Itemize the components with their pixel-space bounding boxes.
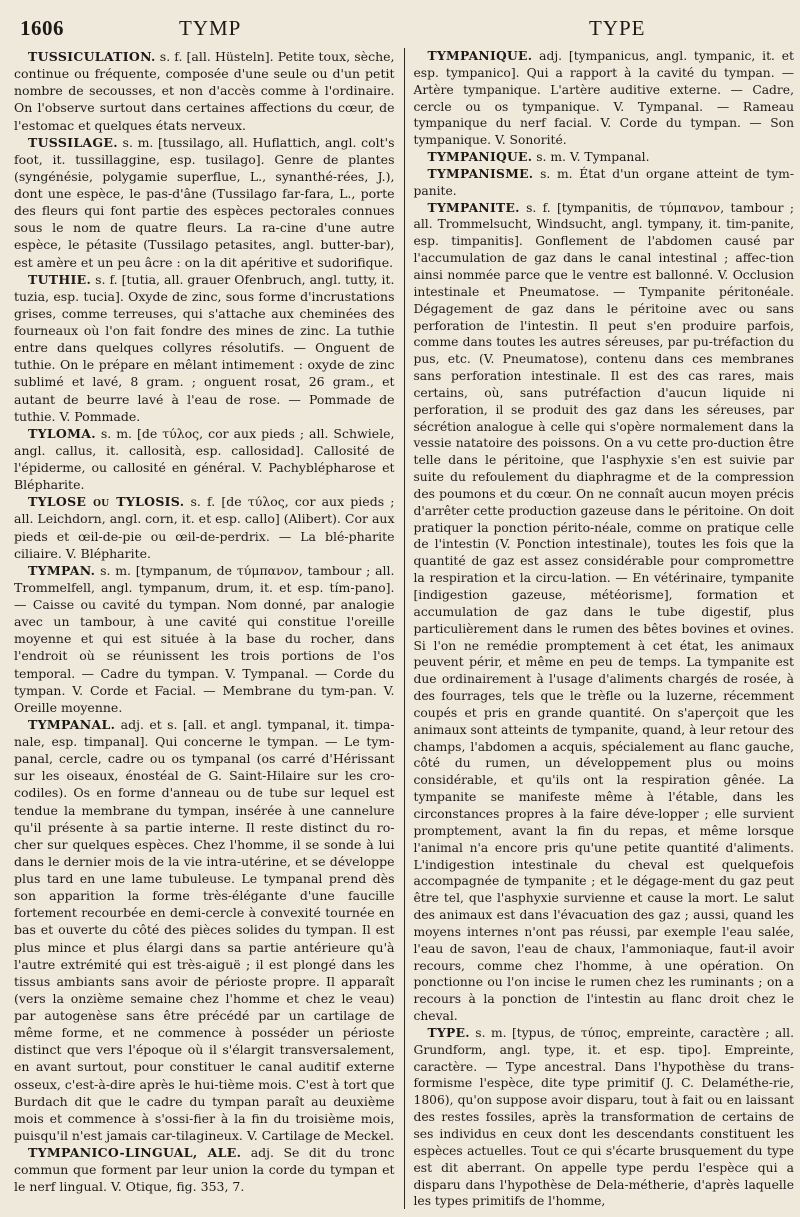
entry-definition: s. m. [de τύλος, cor aux pieds ; all. Schwiele, angl. callus, it. callosità, esp. callosidad]. Callosité de l'épiderme, ou callosité en général. V. Pachyblépharose et Blépharite. <box>14 425 395 493</box>
dictionary-entry <box>414 166 795 200</box>
entry-headword: TUSSILAGE. <box>28 134 118 150</box>
entry-definition: adj. Se dit du tronc commun que forment par leur union la corde du tympan et le nerf lingual. V. Otique, fig. 353, 7. <box>14 1145 395 1195</box>
running-head-left: TYMP <box>179 16 242 40</box>
entry-definition: s. m. [tympanum, de τύμπανον, tambour ; all. Trommelfell, angl. tympanum, drum, it. et esp. tím-pano]. — Caisse ou cavité du tympan. Nom donné, par analogie avec un tambour, à une cavité qui constitue l'oreille moyenne et qui est située à la base du rocher, dans l'endroit où se réunissent les trois portions de l'os temporal. — Cadre du tympan. V. Tympanal. — Corde du tympan. V. Corde et Facial. — Membrane du tym-pan. V. Oreille moyenne. <box>14 562 395 715</box>
entry-headword: TUSSICULATION. <box>28 49 156 64</box>
dictionary-entry <box>414 200 795 1025</box>
dictionary-entry <box>14 716 395 1144</box>
dictionary-entry <box>14 48 395 134</box>
entry-headword: TUTHIE. <box>28 271 92 287</box>
running-head-right: TYPE <box>589 16 646 40</box>
entry-definition: s. m. État d'un organe atteint de tym-panite. <box>413 166 794 198</box>
dictionary-entry <box>14 493 395 562</box>
entry-definition: adj. [tympanicus, angl. tympanic, it. et esp. tympanico]. Qui a rapport à la cavité du tympan. — Artère tympanique. L'artère auditive externe. — Cadre, cercle ou os tympanique. V. Tympanal. — Rameau tympanique du nerf facial. V. Corde du tympan. — Son tympanique. V. Sonorité. <box>413 49 794 148</box>
entry-headword: TYMPANITE. <box>427 199 520 215</box>
text-columns <box>14 48 794 1209</box>
entry-headword: TYMPANIQUE. <box>427 48 533 63</box>
entry-headword: TYPE. <box>427 1024 470 1040</box>
entry-headword: TYMPANISME. <box>427 165 534 181</box>
page-header <box>14 16 790 42</box>
entry-headword: TYMPAN. <box>28 562 96 578</box>
entry-headword: TYLOSE ou TYLOSIS. <box>28 494 185 510</box>
entry-definition: s. f. [de τύλος, cor aux pieds ; all. Leichdorn, angl. corn, it. et esp. callo] (Alibert). Cor aux pieds et œil-de-pie ou œil-de-perdrix. — La blé-pharite ciliaire. V. Blépharite. <box>14 494 395 561</box>
entry-definition: s. f. [tutia, all. grauer Ofenbruch, angl. tutty, it. tuzia, esp. tucia]. Oxyde de zinc, sous forme d'incrustations grises, comme terreuses, qui s'attache aux cheminées des fourneaux où l'on fait fondre des mines de zinc. La tuthie entre dans quelques collyres résolutifs. — Onguent de tuthie. On le prépare en mêlant intimement : oxyde de zinc sublimé et lavé, 8 gram. ; onguent rosat, 26 gram., et autant de beurre lavé à l'eau de rose. — Pommade de tuthie. V. Pommade. <box>14 271 395 424</box>
entry-definition: s. m. V. Tympanal. <box>532 150 650 165</box>
dictionary-entry <box>14 134 395 271</box>
entry-headword: TYLOMA. <box>28 425 96 441</box>
dictionary-entry <box>414 1025 795 1209</box>
right-column <box>405 48 795 1209</box>
entry-definition: s. f. [tympanitis, de τύμπανον, tambour ; all. Trommelsucht, Windsucht, angl. tympany, it. tim-panite, esp. timpanitis]. Gonflement de l'abdomen causé par l'accumulation de gaz dans le canal intestinal ; affec-tion ainsi nommée parce que le ventre est ballonné. V. Occlusion intestinale et Pneumatose. — Tympanite péritonéale. Dégagement de gaz dans le péritoine avec ou sans perforation de l'intestin. Il peut s'en produire parfois, comme dans toutes les autres séreuses, par pu-tréfaction du pus, etc. (V. Pneumatose), contenu dans ces membranes sans perforation intestinale. Il est des cas rares, mais certains, où, sans putréfaction d'aucun liquide ni perforation, il se produit des gaz dans les séreuses, par sécrétion analogue à celle qui s'opère normalement dans la vessie natatoire des poissons. On a vu cette pro-duction être telle dans le péritoine, que l'asphyxie s'en est suivie par suite du refoulement du diaphragme et de la compression des poumons et du cœur. On ne connaît aucun moyen précis d'arrêter cette production gazeuse dans le péritoine. On doit pratiquer la ponction périto-néale, comme on pratique celle de l'intestin (V. Ponction intestinale), toutes les fois que la quantité de gaz est assez considérable pour compromettre la respiration et la circu-lation. — En vétérinaire, tympanite [indigestion gazeuse, météorisme], formation et accumulation de gaz dans le tube digestif, plus particulièrement dans le rumen des bêtes bovines et ovines. Si l'on ne remédie promptement à cet état, les animaux peuvent périr, et même en peu de temps. La tympanite est due ordinairement à l'usage d'aliments chargés de rosée, à des fourrages, tels que le trèfle ou la luzerne, récemment coupés et pris en grande quantité. On s'aperçoit que les animaux sont atteints de tympanite, quand, à leur retour des champs, l'abdomen a acquis, spécialement au flanc gauche, côté du rumen, un développement plus ou moins considérable, et qu'ils ont la respiration gênée. La tympanite se manifeste même à l'étable, dans les circonstances propres à la faire déve-lopper ; elle survient promptement, avant la fin du repas, et même lorsque l'animal n'a encore pris qu'une petite quantité d'aliments. L'indigestion intestinale du cheval est quelquefois accompagnée de tympanite ; et le dégage-ment du gaz peut être tel, que l'asphyxie survienne et cause la mort. Le salut des animaux est dans l'évacuation des gaz ; aussi, quand les moyens internes n'ont pas réussi, par exemple l'eau salée, l'eau de savon, l'eau de chaux, l'ammoniaque, faut-il avoir recours, comme chez l'homme, à une opération. On ponctionne ou l'on incise le rumen chez les ruminants ; on a recours à la ponction de l'intestin au flanc droit chez le cheval. <box>413 200 794 1024</box>
entry-headword: TYMPANAL. <box>28 716 116 732</box>
dictionary-entry <box>14 271 395 425</box>
dictionary-entry <box>414 149 795 166</box>
left-column <box>14 48 404 1209</box>
dictionary-entry <box>14 425 395 494</box>
dictionary-entry <box>14 562 395 716</box>
dictionary-entry <box>414 48 795 149</box>
dictionary-entry <box>14 1144 395 1195</box>
page-number: 1606 <box>20 16 64 40</box>
entry-definition: s. m. [typus, de τύπος, empreinte, caractère ; all. Grundform, angl. type, it. et esp. tipo]. Empreinte, caractère. — Type ancestral. Dans l'hypothèse du trans-formisme l'espèce, dite type primitif (J. C. Delaméthe-rie, 1806), qu'on suppose avoir disparu, tout à fait ou en laissant des restes fossiles, après la transformation de certains de ses individus en ceux dont les descendants constituent les espèces actuelles. Tout ce qui s'écarte brusquement du type est dit aberrant. On appelle type perdu l'espèce qui a disparu dans l'hypothèse de Dela-métherie, d'après laquelle les types primitifs de l'homme, <box>413 1025 794 1209</box>
entry-headword: TYMPANIQUE. <box>427 149 533 165</box>
entry-definition: s. m. [tussilago, all. Huflattich, angl. colt's foot, it. tussillaggine, esp. tusilago]. Genre de plantes (syngénésie, polygamie superflue, L., synanthé-rées, J.), dont une espèce, le pas-d'âne (Tussilago far-fara, L., porte des fleurs qui font partie des espèces pectorales connues sous le nom de quatre fleurs. La ra-cine d'une autre espèce, le pétasite (Tussilago petasites, angl. butter-bar), est amère et un peu âcre : on la dit apéritive et sudorifique. <box>14 134 395 270</box>
entry-definition: s. f. [all. Hüsteln]. Petite toux, sèche, continue ou fréquente, composée d'une seule ou d'un petit nombre de secousses, et non d'accès comme à l'ordinaire. On l'observe surtout dans certaines affections du cœur, de l'estomac et quelques états nerveux. <box>14 49 395 133</box>
entry-headword: TYMPANICO-LINGUAL, ALE. <box>28 1145 242 1160</box>
entry-definition: adj. et s. [all. et angl. tympanal, it. timpa-nale, esp. timpanal]. Qui concerne le tympan. — Le tym-panal, cercle, cadre ou os tympanal (os carré d'Hérissant sur les oiseaux, énostéal de G. Saint-Hilaire sur les cro-codiles). Os en forme d'anneau ou de tube sur lequel est tendue la membrane du tympan, insérée à une cannelure qu'il présente à sa partie interne. Il reste distinct du ro-cher sur quelques espèces. Chez l'homme, il se sonde à lui dans le dernier mois de la vie intra-utérine, et se développe plus tard en une lame tubuleuse. Le tympanal prend dès son apparition la forme très-élégante d'une faucille fortement recourbée en demi-cercle à convexité tournée en bas et ouverte du côté des pièces solides du tympan. Il est plus mince et plus élargi dans sa partie antérieure qu'à l'autre extrémité qui est très-aiguë ; il est plongé dans les tissus ambiants sans avoir de périoste propre. Il apparaît (vers la onzième semaine chez l'homme et chez le veau) par autogenèse sans être précédé par un cartilage de même forme, et ne commence à posséder un périoste distinct que vers l'époque où il s'élargit transversalement, en avant surtout, pour constituer le canal auditif externe osseux, c'est-à-dire après le hui-tième mois. C'est à tort que Burdach dit que le cadre du tympan paraît au deuxième mois et commence à s'ossi-fier à la fin du troisième mois, puisqu'il n'est jamais car-tilagineux. V. Cartilage de Meckel. <box>14 716 395 1143</box>
